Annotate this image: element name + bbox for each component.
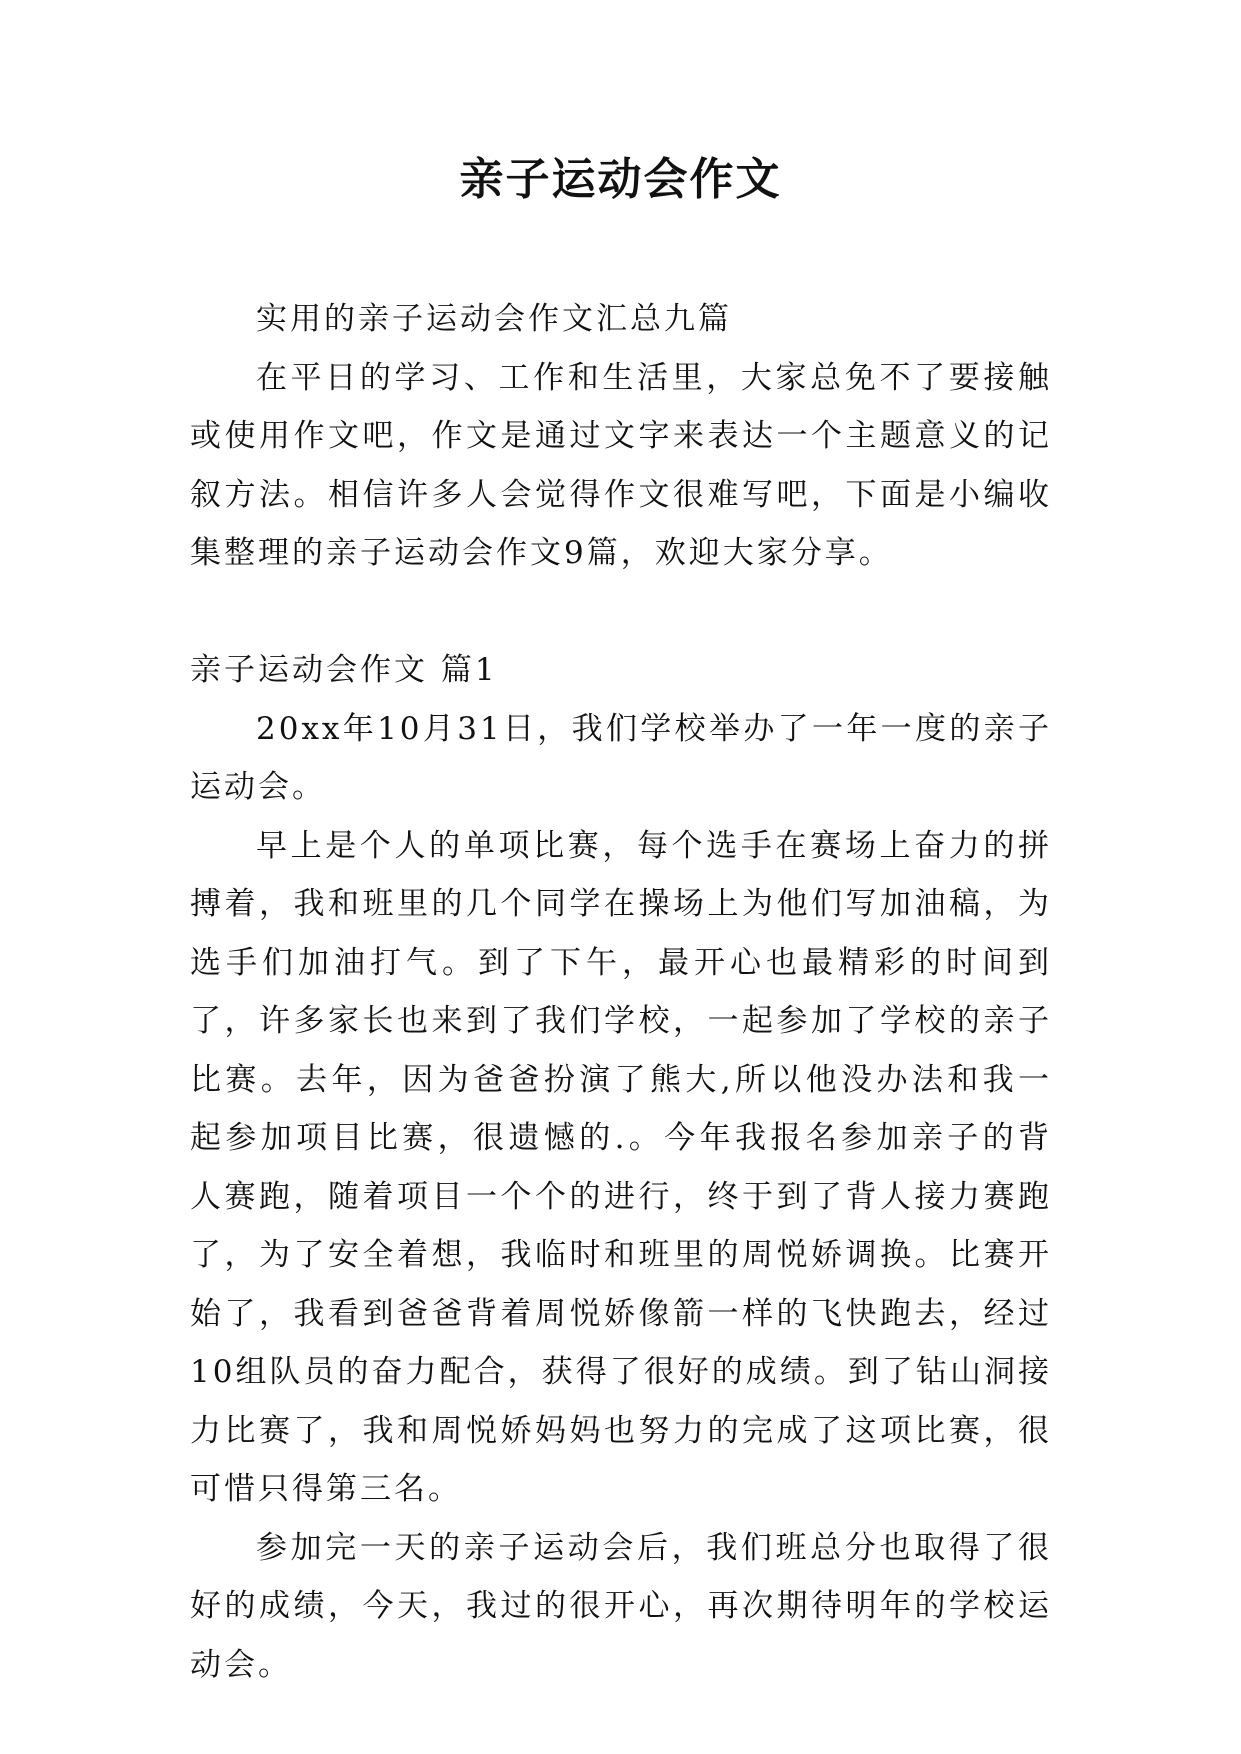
document-body	[190, 290, 1052, 1694]
document-subtitle: 实用的亲子运动会作文汇总九篇	[256, 301, 732, 337]
section-heading: 亲子运动会作文 篇1	[190, 652, 498, 688]
section-spacer	[190, 583, 1052, 642]
document-title: 亲子运动会作文	[459, 154, 782, 205]
paragraph-1: 20xx年10月31日，我们学校举办了一年一度的亲子运动会。	[190, 710, 1052, 805]
intro-paragraph: 在平日的学习、工作和生活里，大家总免不了要接触或使用作文吧，作文是通过文字来表达一个主题意义的记叙方法。相信许多人会觉得作文很难写吧，下面是小编收集整理的亲子运动会作文9篇，欢迎大家分享。	[190, 359, 1052, 571]
paragraph-2: 早上是个人的单项比赛，每个选手在赛场上奋力的拼搏着，我和班里的几个同学在操场上为他们写加油稿，为选手们加油打气。到了下午，最开心也最精彩的时间到了，许多家长也来到了我们学校，一起参加了学校的亲子比赛。去年，因为爸爸扮演了熊大,所以他没办法和我一起参加项目比赛，很遗憾的.。今年我报名参加亲子的背人赛跑，随着项目一个个的进行，终于到了背人接力赛跑了，为了安全着想，我临时和班里的周悦娇调换。比赛开始了，我看到爸爸背着周悦娇像箭一样的飞快跑去，经过10组队员的奋力配合，获得了很好的成绩。到了钻山洞接力比赛了，我和周悦娇妈妈也努力的完成了这项比赛，很可惜只得第三名。	[190, 827, 1052, 1507]
paragraph-3: 参加完一天的亲子运动会后，我们班总分也取得了很好的成绩，今天，我过的很开心，再次期待明年的学校运动会。	[190, 1529, 1052, 1683]
